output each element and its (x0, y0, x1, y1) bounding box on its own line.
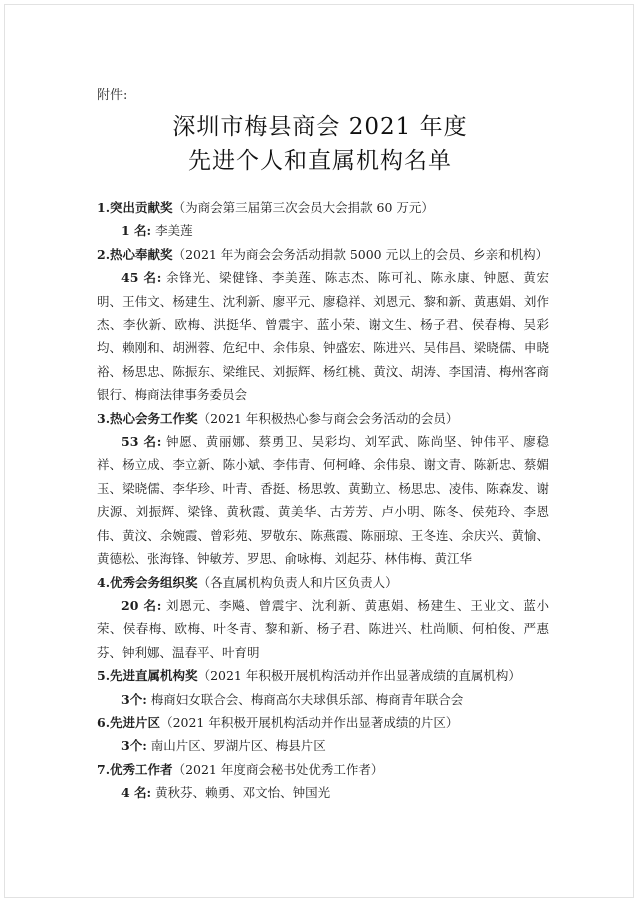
section-heading: 3.热心会务工作奖 (97, 410, 198, 426)
section-note: （各直属机构负责人和片区负责人） (197, 574, 398, 590)
award-section-7 (97, 758, 549, 805)
section-heading: 2.热心奉献奖 (97, 246, 173, 262)
award-section-6 (97, 711, 549, 758)
award-section-4 (97, 571, 549, 665)
section-count: 3个: (121, 691, 147, 707)
section-names: 余锋光、梁健锋、李美莲、陈志杰、陈可礼、陈永康、钟愿、黄宏明、王伟文、杨建生、沈利新、廖平元、廖稳祥、刘恩元、黎和新、黄惠娟、刘作杰、李伙新、欧梅、洪挺华、曾震宇、蓝小荣、谢文生、杨子君、侯春梅、吴彩均、赖刚和、胡洲蓉、危纪中、余伟泉、钟盛宏、陈进兴、吴伟昌、梁晓儒、申晓裕、杨思忠、陈振东、梁维民、刘振辉、杨红桃、黄汶、胡涛、李国清、梅州客商银行、梅商法律事务委员会 (97, 270, 549, 403)
section-names: 黄秋芬、赖勇、邓文怡、钟国光 (155, 785, 331, 801)
award-section-5 (97, 664, 549, 711)
award-section-3 (97, 407, 549, 571)
document-title-line-2: 先进个人和直属机构名单 (188, 148, 452, 174)
section-count: 3个: (121, 738, 147, 754)
section-count: 4 名: (121, 785, 152, 801)
section-heading: 4.优秀会务组织奖 (97, 574, 198, 590)
section-count: 20 名: (121, 597, 162, 613)
attachment-label: 附件: (97, 88, 128, 103)
award-section-1 (97, 196, 549, 243)
section-heading: 5.先进直属机构奖 (97, 668, 198, 684)
section-count: 53 名: (121, 434, 162, 450)
section-count: 1 名: (121, 223, 152, 239)
section-names: 南山片区、罗湖片区、梅县片区 (150, 738, 326, 754)
section-heading: 7.优秀工作者 (97, 761, 173, 777)
section-count: 45 名: (121, 270, 162, 286)
award-list (97, 196, 549, 805)
section-note: （2021 年积极开展机构活动并作出显著成绩的直属机构） (197, 668, 521, 684)
section-note: （2021 年为商会会务活动捐款 5000 元以上的会员、乡亲和机构） (172, 246, 549, 262)
section-note: （为商会第三届第三次会员大会捐款 60 万元） (172, 200, 434, 215)
section-note: （2021 年度商会秘书处优秀工作者） (172, 761, 384, 777)
section-heading: 1.突出贡献奖 (97, 200, 173, 215)
section-names: 李美莲 (155, 223, 193, 239)
section-note: （2021 年积极热心参与商会会务活动的会员） (197, 410, 459, 426)
section-names: 刘恩元、李飚、曾震宇、沈利新、黄惠娟、杨建生、王业文、蓝小荣、侯春梅、欧梅、叶冬青、黎和新、杨子君、陈进兴、杜尚顺、何柏俊、严惠芬、钟利娜、温春平、叶育明 (97, 597, 549, 660)
document-title-line-1: 深圳市梅县商会 2021 年度 (172, 114, 468, 140)
section-names: 梅商妇女联合会、梅商高尔夫球俱乐部、梅商青年联合会 (150, 691, 464, 707)
section-heading: 6.先进片区 (97, 714, 161, 730)
award-section-2 (97, 243, 549, 407)
section-note: （2021 年积极开展机构活动并作出显著成绩的片区） (160, 714, 459, 730)
section-names: 钟愿、黄丽娜、蔡勇卫、吴彩均、刘军武、陈尚坚、钟伟平、廖稳祥、杨立成、李立新、陈小斌、李伟青、何柯峰、余伟泉、谢文青、陈新忠、蔡媚玉、梁晓儒、李华珍、叶青、香挺、杨思敦、黄勤立、杨思忠、凌伟、陈森发、谢庆源、刘振辉、梁锋、黄秋霞、黄美华、古芳芳、卢小明、陈冬、侯苑玲、李恩伟、黄汶、余婉霞、曾彩苑、罗敬东、陈燕霞、陈丽琼、王冬连、余庆兴、黄愉、黄德松、张海锋、钟敏芳、罗思、俞咏梅、刘起芬、林伟梅、黄江华 (97, 434, 549, 567)
